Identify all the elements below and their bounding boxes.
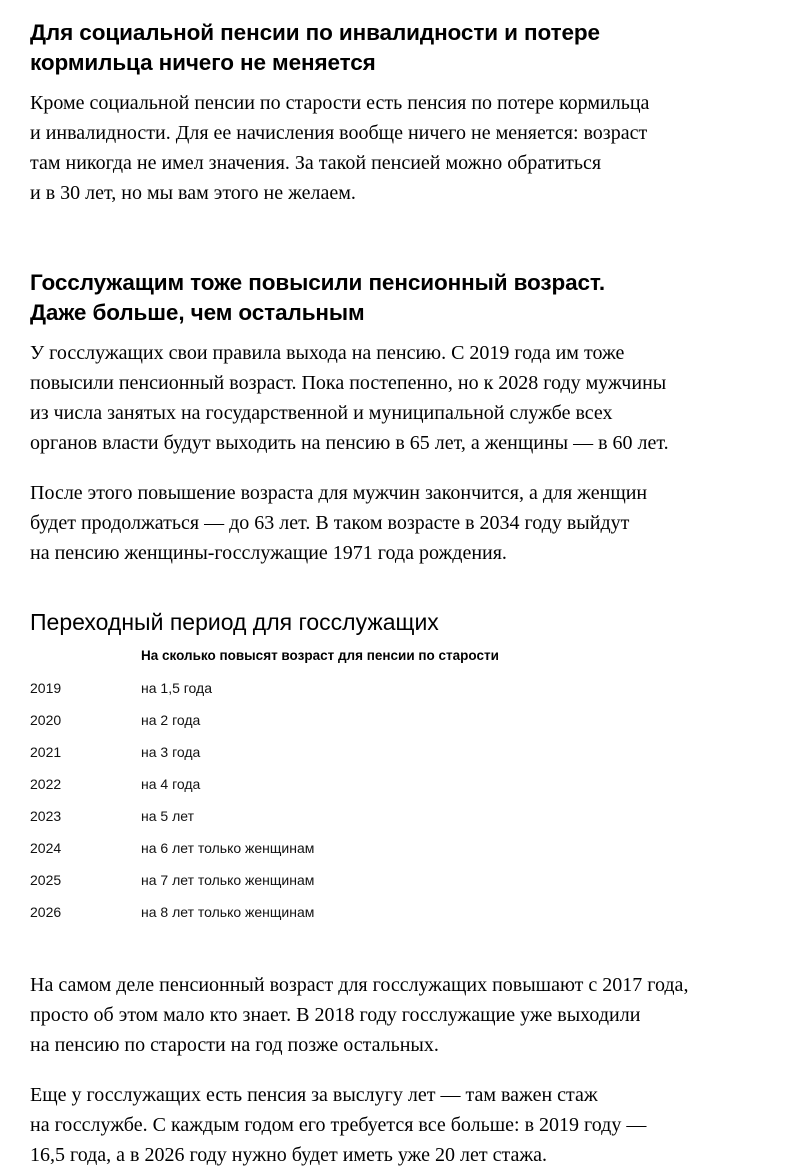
heading-line: кормильца ничего не меняется [30,50,376,75]
text-line: У госслужащих свои правила выхода на пенсию. С 2019 года им тоже [30,342,625,364]
text-line: После этого повышение возраста для мужчин закончится, а для женщин [30,482,648,504]
section-heading-social-pension [30,18,770,78]
heading-line: Для социальной пенсии по инвалидности и потере [30,20,600,45]
text-line: там никогда не имел значения. За такой пенсией можно обратиться [30,152,602,174]
paragraph-social-pension [30,88,780,208]
table-row [30,672,730,704]
table-row [30,800,730,832]
text-line: просто об этом мало кто знает. В 2018 году госслужащие уже выходили [30,1004,641,1026]
text-line: и в 30 лет, но мы вам этого не желаем. [30,182,356,204]
text-line: 16,5 года, а в 2026 году нужно будет иметь уже 20 лет стажа. [30,1144,548,1166]
text-line: Кроме социальной пенсии по старости есть пенсия по потере кормильца [30,92,650,114]
paragraph-civil-servants-rules [30,338,780,458]
table-cell-value: на 6 лет только женщинам [141,840,315,856]
text-line: На самом деле пенсионный возраст для госслужащих повышают с 2017 года, [30,974,689,996]
text-line: на пенсию женщины-госслужащие 1971 года рождения. [30,542,507,564]
text-line: Еще у госслужащих есть пенсия за выслугу лет — там важен стаж [30,1084,598,1106]
table-cell-value: на 8 лет только женщинам [141,904,315,920]
table-cell-year: 2026 [30,904,62,920]
table-cell-year: 2022 [30,776,62,792]
table-cell-value: на 4 года [141,776,201,792]
heading-line: Даже больше, чем остальным [30,300,365,325]
table-cell-value: на 5 лет [141,808,194,824]
paragraph-since-2017 [30,970,780,1060]
transition-table [30,672,730,928]
table-cell-value: на 3 года [141,744,201,760]
table-cell-year: 2021 [30,744,62,760]
text-line: на госслужбе. С каждым годом его требуется все больше: в 2019 году — [30,1114,647,1136]
table-cell-year: 2023 [30,808,62,824]
table-cell-year: 2024 [30,840,62,856]
table-row [30,704,730,736]
paragraph-women-age-increase [30,478,780,568]
text-line: на пенсию по старости на год позже остальных. [30,1034,439,1056]
table-row [30,832,730,864]
text-line: из числа занятых на государственной и муниципальной службе всех [30,402,613,424]
table-cell-year: 2019 [30,680,62,696]
table-column-header: На сколько повысят возраст для пенсии по старости [141,648,499,663]
text-line: будет продолжаться — до 63 лет. В таком возрасте в 2034 году выйдут [30,512,630,534]
table-row [30,768,730,800]
text-line: и инвалидности. Для ее начисления вообще ничего не меняется: возраст [30,122,648,144]
table-row [30,736,730,768]
table-row [30,864,730,896]
table-cell-value: на 1,5 года [141,680,212,696]
table-cell-year: 2025 [30,872,62,888]
table-title: Переходный период для госслужащих [30,609,439,635]
heading-line: Госслужащим тоже повысили пенсионный возраст. [30,270,606,295]
table-row [30,896,730,928]
paragraph-seniority-pension [30,1080,780,1170]
table-cell-value: на 7 лет только женщинам [141,872,315,888]
text-line: повысили пенсионный возраст. Пока постепенно, но к 2028 году мужчины [30,372,667,394]
table-cell-value: на 2 года [141,712,201,728]
text-line: органов власти будут выходить на пенсию в 65 лет, а женщины — в 60 лет. [30,432,669,454]
section-heading-civil-servants [30,268,770,328]
table-cell-year: 2020 [30,712,62,728]
